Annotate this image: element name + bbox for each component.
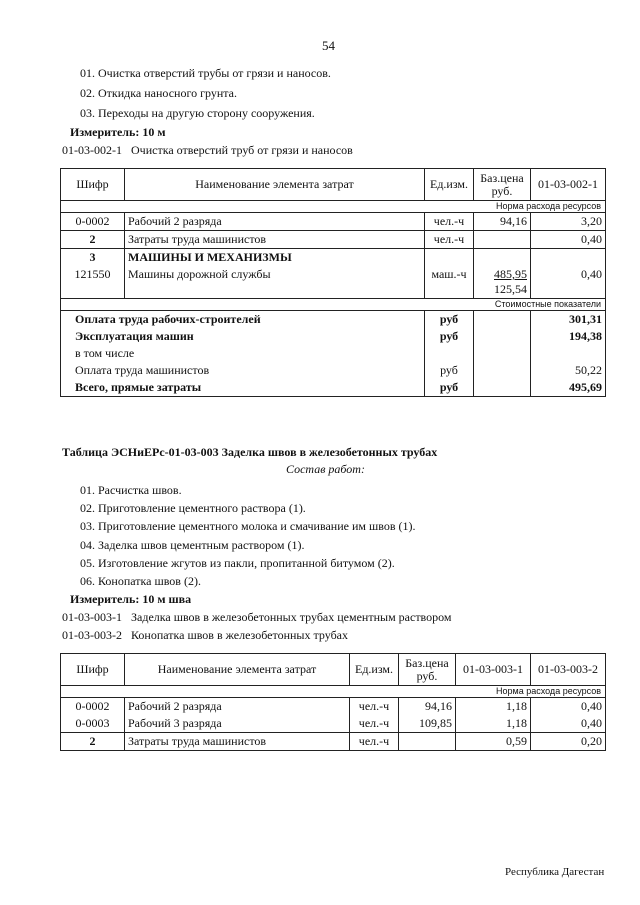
work-item: 04. Заделка швов цементным раствором (1). (80, 538, 305, 552)
cell-name: Машины дорожной службы (125, 266, 425, 299)
work-item: 05. Изготовление жгутов из пакли, пропитанной битумом (2). (80, 556, 395, 570)
col-header: Наименование элемента затрат (125, 169, 425, 201)
price-value-secondary: 125,54 (494, 282, 527, 296)
table-title: Таблица ЭСНиЕРс-01-03-003 Заделка швов в железобетонных трубах (62, 445, 438, 459)
work-item: 03. Приготовление цементного молока и смачивание им швов (1). (80, 519, 416, 533)
code-line (62, 610, 452, 625)
cell-name: Рабочий 3 разряда (125, 715, 350, 733)
total-value: 301,31 (531, 311, 606, 329)
cell-price (474, 266, 531, 299)
cell-value: 0,40 (531, 266, 606, 299)
cell-code: 0-0003 (61, 715, 125, 733)
total-value: 50,22 (531, 362, 606, 379)
cell-value: 0,40 (531, 698, 606, 716)
code-desc: Очистка отверстий труб от грязи и наносов (131, 143, 353, 157)
work-item: 01. Очистка отверстий трубы от грязи и наносов. (80, 66, 331, 80)
code-line (62, 628, 348, 643)
cell-price (474, 231, 531, 249)
works-subtitle: Состав работ: (286, 462, 365, 476)
col-header: Шифр (61, 169, 125, 201)
work-item: 06. Конопатка швов (2). (80, 574, 201, 588)
total-name: Оплата труда рабочих-строителей (61, 311, 425, 329)
work-item: 02. Приготовление цементного раствора (1). (80, 501, 306, 515)
code-desc: Заделка швов в железобетонных трубах цементным раствором (131, 610, 452, 624)
cell-code: 121550 (61, 266, 125, 299)
price-value: 485,95 (494, 267, 527, 281)
col-header: Шифр (61, 654, 125, 686)
cell-unit: маш.-ч (425, 266, 474, 299)
norm-label: Норма расхода ресурсов (61, 686, 606, 698)
work-item: 02. Откидка наносного грунта. (80, 86, 237, 100)
code: 01-03-003-1 (62, 610, 122, 624)
cell-name: Затраты труда машинистов (125, 733, 350, 751)
total-value: 495,69 (531, 379, 606, 397)
cell-value: 1,18 (456, 715, 531, 733)
col-header: Ед.изм. (425, 169, 474, 201)
cost-label: Стоимостные показатели (61, 299, 606, 311)
norm-label: Норма расхода ресурсов (61, 201, 606, 213)
total-unit: руб (425, 328, 474, 345)
resource-table-2 (60, 653, 606, 751)
resource-table-1 (60, 168, 606, 397)
cell-unit: чел.-ч (425, 231, 474, 249)
total-unit: руб (425, 379, 474, 397)
cell-value: 0,40 (531, 715, 606, 733)
code-line (62, 143, 353, 158)
work-item: 03. Переходы на другую сторону сооружения. (80, 106, 315, 120)
cell-value: 0,59 (456, 733, 531, 751)
code: 01-03-003-2 (62, 628, 122, 642)
cell-price: 94,16 (474, 213, 531, 231)
measure-unit: Измеритель: 10 м шва (70, 592, 192, 606)
col-header: Баз.цена руб. (474, 169, 531, 201)
total-unit: руб (425, 362, 474, 379)
page-number: 54 (322, 38, 335, 53)
cell-unit: чел.-ч (425, 213, 474, 231)
col-header: 01-03-003-1 (456, 654, 531, 686)
cell-name: МАШИНЫ И МЕХАНИЗМЫ (125, 249, 425, 267)
cell-price: 94,16 (399, 698, 456, 716)
work-item: 01. Расчистка швов. (80, 483, 182, 497)
cell-code: 2 (61, 231, 125, 249)
col-header: 01-03-002-1 (531, 169, 606, 201)
col-header: Наименование элемента затрат (125, 654, 350, 686)
cell-value: 0,40 (531, 231, 606, 249)
total-unit: руб (425, 311, 474, 329)
code: 01-03-002-1 (62, 143, 122, 157)
total-value: 194,38 (531, 328, 606, 345)
cell-price (399, 733, 456, 751)
cell-code: 2 (61, 733, 125, 751)
cell-code: 3 (61, 249, 125, 267)
cell-name: Затраты труда машинистов (125, 231, 425, 249)
cell-value: 1,18 (456, 698, 531, 716)
cell-unit: чел.-ч (350, 715, 399, 733)
cell-code: 0-0002 (61, 213, 125, 231)
total-name: Оплата труда машинистов (61, 362, 425, 379)
measure-unit: Измеритель: 10 м (70, 125, 166, 139)
cell-unit: чел.-ч (350, 698, 399, 716)
col-header: Баз.цена руб. (399, 654, 456, 686)
cell-unit: чел.-ч (350, 733, 399, 751)
col-header: 01-03-003-2 (531, 654, 606, 686)
total-name: в том числе (61, 345, 425, 362)
cell-name: Рабочий 2 разряда (125, 698, 350, 716)
code-desc: Конопатка швов в железобетонных трубах (131, 628, 349, 642)
cell-code: 0-0002 (61, 698, 125, 716)
cell-value: 0,20 (531, 733, 606, 751)
cell-price: 109,85 (399, 715, 456, 733)
cell-value: 3,20 (531, 213, 606, 231)
cell-name: Рабочий 2 разряда (125, 213, 425, 231)
footer-region: Республика Дагестан (505, 866, 605, 878)
col-header: Ед.изм. (350, 654, 399, 686)
total-name: Эксплуатация машин (61, 328, 425, 345)
total-name: Всего, прямые затраты (61, 379, 425, 397)
